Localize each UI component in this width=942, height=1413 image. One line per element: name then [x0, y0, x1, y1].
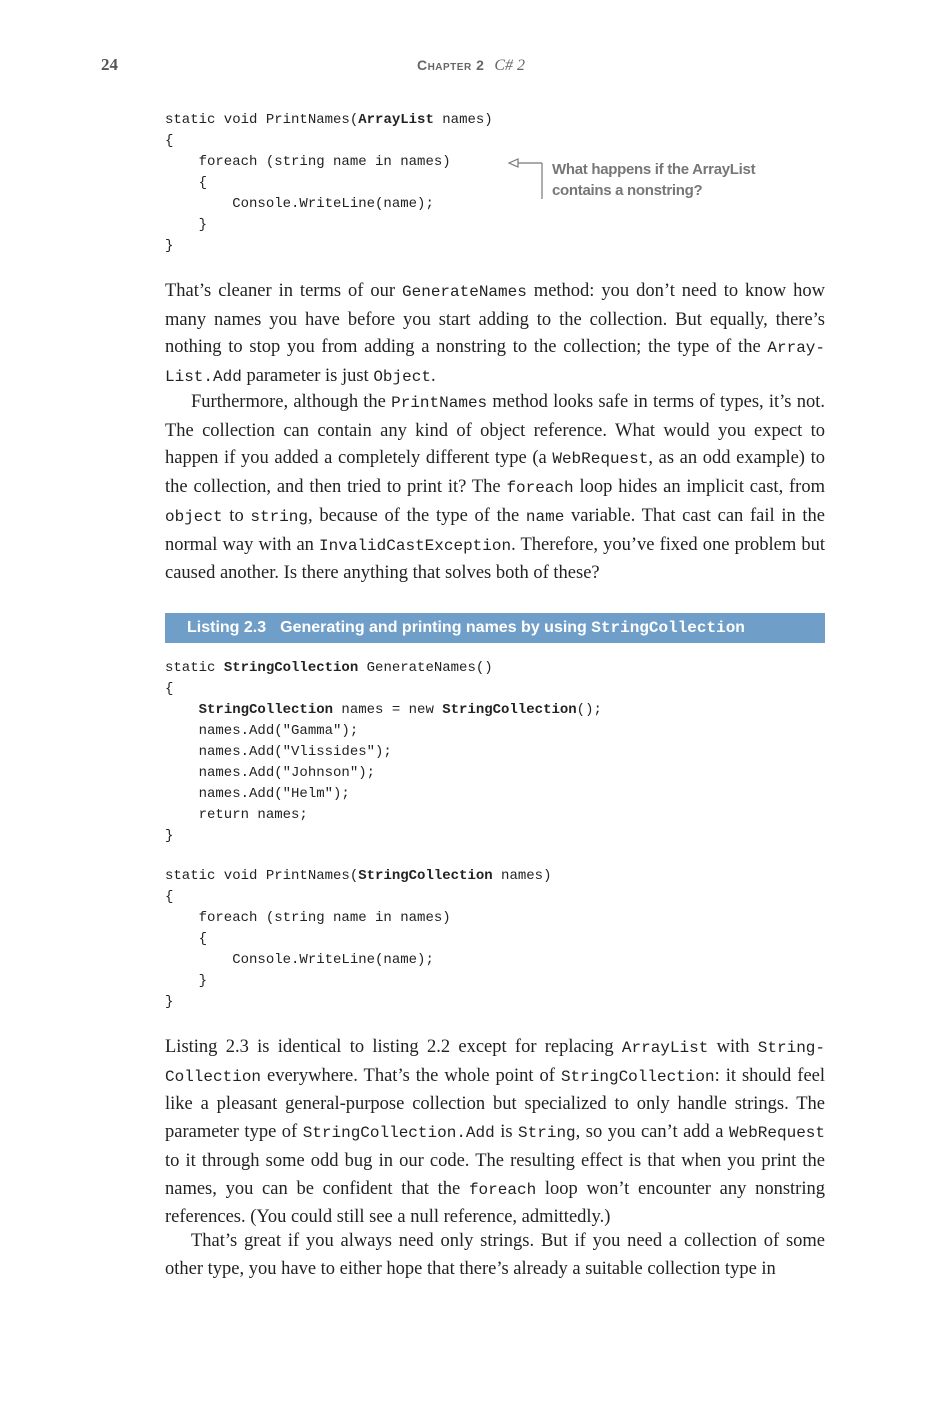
code-line: static void PrintNames( [165, 868, 359, 884]
text: , because of the type of the [308, 505, 526, 526]
code-line: { [165, 175, 208, 191]
paragraph [165, 389, 825, 588]
code-keyword: ArrayList [358, 112, 434, 128]
text: is [494, 1122, 519, 1143]
code-line: } [165, 973, 208, 989]
listing-caption [165, 613, 825, 643]
code-line: } [165, 238, 174, 254]
text: with [708, 1037, 758, 1057]
code-keyword: StringCollection [223, 660, 359, 676]
inline-code: Array-List.Add [165, 339, 825, 387]
code-line: static [165, 660, 224, 676]
listing-title-code: StringCollection [591, 619, 745, 637]
code-block-printnames-stringcollection [165, 866, 551, 1013]
text: to [222, 505, 251, 526]
text: , so you can’t add a [575, 1122, 729, 1143]
code-block-generatenames [165, 658, 602, 847]
code-line: { [165, 931, 208, 947]
text: Furthermore, although the [191, 392, 392, 412]
text: That’s cleaner in terms of our [165, 281, 403, 301]
inline-code: String-Collection [165, 1039, 825, 1086]
code-line: names.Add("Helm"); [165, 786, 350, 802]
paragraph [165, 278, 825, 392]
code-line: names = new [333, 702, 443, 718]
code-line: names.Add("Johnson"); [165, 765, 376, 781]
text: to it through some odd bug in our code. The resulting effect is that when you print the names, you can be confident that the [165, 1150, 825, 1199]
inline-code: Object [373, 368, 431, 387]
text: loop hides an implicit cast, from [573, 477, 825, 498]
text: method looks safe in terms of types, it’s not. The collection can contain any kind of object reference. What would you expect to happen if you added a completely different type (a [165, 392, 825, 469]
code-line: (); [576, 702, 602, 718]
code-line: } [165, 828, 174, 844]
inline-code: GenerateNames [402, 283, 527, 301]
text: variable. That cast can fail in the normal way with an [165, 505, 826, 555]
code-line [165, 702, 199, 718]
text: , as an odd example) to the collection, and then tried to print it? The [165, 448, 825, 498]
inline-code: InvalidCastException [319, 536, 512, 555]
inline-code: foreach [506, 479, 574, 498]
inline-code: WebRequest [552, 450, 649, 469]
text: everywhere. That’s the whole point of [261, 1065, 561, 1086]
chapter-label: Chapter 2 [416, 57, 485, 73]
text: : it should feel like a pleasant general-purpose collection but specialized to only handle strings. The parameter type of [165, 1065, 826, 1143]
code-line: names.Add("Vlissides"); [165, 744, 392, 760]
code-line: { [165, 889, 174, 905]
text: . [430, 366, 436, 387]
inline-code: StringCollection.Add [302, 1124, 495, 1143]
code-line: names) [492, 868, 552, 884]
text: method: you don’t need to know how many names you have before you start adding to the collection. But equally, there’s nothing to stop you from adding a nonstring to the collection; the type of the [165, 281, 825, 358]
text: Listing 2.3 is identical to listing 2.2 except for replacing [165, 1037, 622, 1057]
annotation-arrow-icon [505, 156, 545, 202]
inline-code: PrintNames [391, 394, 488, 412]
paragraph [165, 1034, 825, 1232]
code-line: foreach (string name in names) [165, 154, 451, 170]
inline-code: foreach [468, 1180, 537, 1199]
inline-code: StringCollection [560, 1067, 715, 1086]
inline-code: String [518, 1124, 576, 1143]
code-line: foreach (string name in names) [165, 910, 451, 926]
code-line: static void PrintNames( [165, 112, 359, 128]
running-head [0, 57, 942, 75]
code-line: return names; [165, 807, 308, 823]
code-keyword: StringCollection [442, 702, 577, 718]
code-line: Console.WriteLine(name); [165, 196, 434, 212]
text: . Therefore, you’ve fixed one problem but caused another. Is there anything that solves both of these? [165, 534, 825, 584]
code-line: { [165, 681, 174, 697]
text: parameter is just [241, 366, 374, 387]
code-block-printnames-arraylist [165, 110, 493, 257]
inline-code: string [250, 507, 308, 526]
code-line: Console.WriteLine(name); [165, 952, 434, 968]
inline-code: WebRequest [728, 1124, 825, 1143]
text: loop won’t encounter any nonstring references. (You could still see a null reference, admittedly.) [165, 1178, 825, 1228]
code-line: names) [433, 112, 493, 128]
chapter-title: C# 2 [494, 57, 526, 74]
code-line: { [165, 133, 174, 149]
listing-title: Generating and printing names by using [280, 619, 592, 636]
inline-code: name [525, 507, 565, 526]
code-keyword: StringCollection [358, 868, 493, 884]
code-keyword: StringCollection [198, 702, 334, 718]
code-line: names.Add("Gamma"); [165, 723, 359, 739]
code-annotation: What happens if the ArrayList contains a nonstring? [552, 161, 756, 199]
inline-code: object [165, 507, 223, 526]
inline-code: ArrayList [621, 1039, 709, 1057]
code-line: } [165, 217, 208, 233]
code-line: } [165, 994, 174, 1010]
page-number: 24 [101, 55, 118, 74]
listing-number: Listing 2.3 [187, 619, 267, 636]
code-line: GenerateNames() [358, 660, 493, 676]
paragraph: That’s great if you always need only strings. But if you need a collection of some other type, you have to either hope that there’s already a suitable collection type in [165, 1231, 825, 1279]
